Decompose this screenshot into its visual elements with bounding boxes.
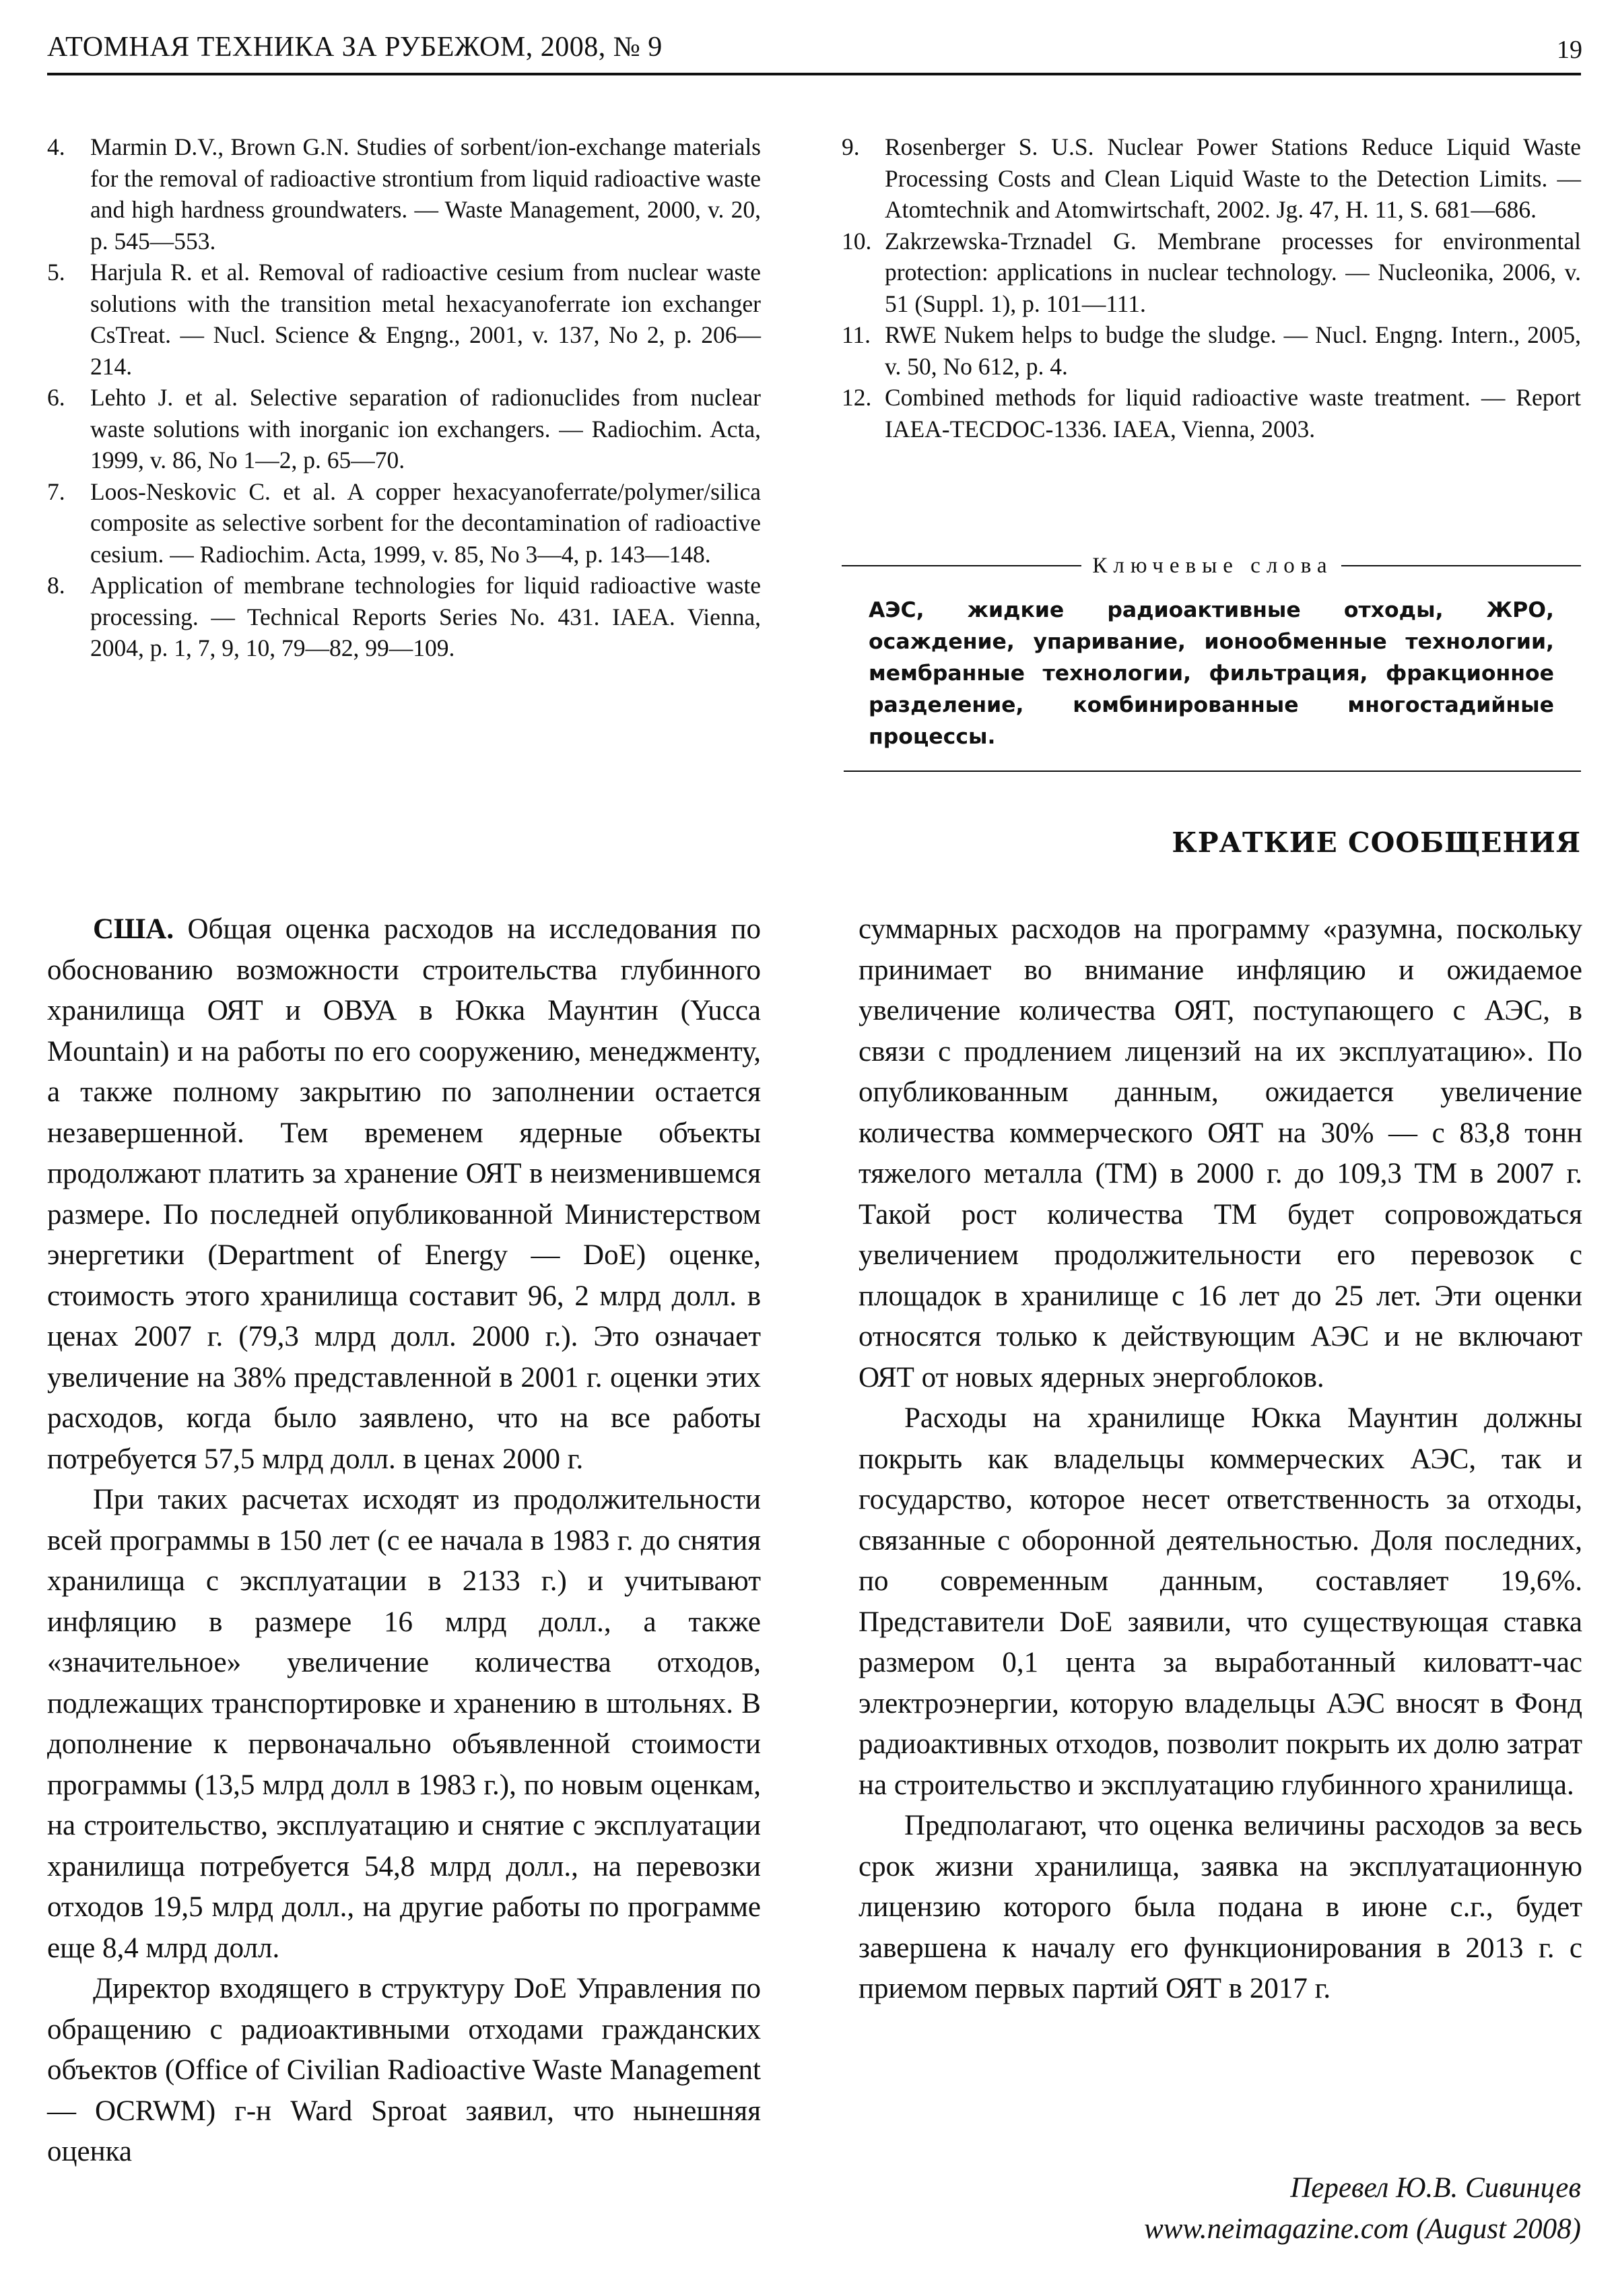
reference-text: Marmin D.V., Brown G.N. Studies of sorbent/ion-exchange materials for the removal of radioactive strontium from liquid radioactive waste and high hardness groundwaters. — Waste Management, 2000, v. 20, p. 545—553. <box>90 133 761 255</box>
running-header <box>47 31 1582 71</box>
keywords-text: АЭС, жидкие радиоактивные отходы, ЖРО, осаждение, упаривание, ионообменные технологии, мембранные технологии, фильтрация, фракционное разделение, комбинированные многостадийные процессы. <box>869 598 1554 749</box>
article-paragraph: суммарных расходов на программу «разумна, поскольку принимает во внимание инфляцию и ожидаемое увеличение количества ОЯТ, поступающего с АЭС, в связи с продлением лицензий на их эксплуатацию». По опубликованным данным, ожидается увеличение количества коммерческого ОЯТ на 30% — с 83,8 тонн тяжелого металла (ТМ) в 2000 г. до 109,3 ТМ в 2007 г. Такой рост количества ТМ будет сопровождаться увеличением продолжительности его перевозок с площадок в хранилище с 16 лет до 25 лет. Эти оценки относятся только к действующим АЭС и не включают ОЯТ от новых ядерных энергоблоков. <box>858 913 1582 1393</box>
reference-number: 4. <box>47 133 65 160</box>
reference-item <box>47 131 761 257</box>
page-number: 19 <box>1557 36 1582 64</box>
reference-text: RWE Nukem helps to budge the sludge. — Nucl. Engng. Intern., 2005, v. 50, No 612, p. 4. <box>885 321 1581 380</box>
article-column-right <box>858 909 1582 2010</box>
article-paragraph: При таких расчетах исходят из продолжительности всей программы в 150 лет (с ее начала в 1983 г. до снятия хранилища с эксплуатации в 2133 г.) и учитывают инфляцию в размере 16 млрд долл., а также «значительное» увеличение количества отходов, подлежащих транспортировке и хранению в штольнях. В дополнение к первоначально объявленной стоимости программы (13,5 млрд долл в 1983 г.), по новым оценкам, на строительство, эксплуатацию и снятие с эксплуатации хранилища потребуется 54,8 млрд долл., на перевозки отходов 19,5 млрд долл., на другие работы по программе еще 8,4 млрд долл. <box>47 1484 761 1964</box>
reference-item <box>842 382 1581 445</box>
reference-list-right <box>842 131 1581 445</box>
reference-number: 9. <box>842 133 860 160</box>
reference-text: Harjula R. et al. Removal of radioactive cesium from nuclear waste solutions with the transition metal hexacyanoferrate ion exchanger CsTreat. — Nucl. Science & Engng., 2001, v. 137, No 2, p. 206—214. <box>90 259 761 380</box>
reference-number: 12. <box>842 384 872 411</box>
reference-text: Lehto J. et al. Selective separation of radionuclides from nuclear waste solutions with inorganic ion exchangers. — Radiochim. Acta, 1999, v. 86, No 1—2, p. 65—70. <box>90 384 761 473</box>
keywords-box <box>842 549 1581 772</box>
reference-item <box>47 382 761 476</box>
keywords-title: Ключевые слова <box>1092 553 1333 578</box>
keywords-rule-left <box>842 565 1081 566</box>
reference-number: 6. <box>47 384 65 411</box>
keywords-rule-right <box>1341 565 1581 566</box>
article-paragraph: Директор входящего в структуру DoE Управления по обращению с радиоактивными отходами гражданских объектов (Office of Civilian Radioactive Waste Management — OCRWM) г-н Ward Sproat заявил, что нынешняя оценка <box>47 1973 761 2167</box>
reference-text: Combined methods for liquid radioactive waste treatment. — Report IAEA-TECDOC-1336. IAEA, Vienna, 2003. <box>885 384 1581 442</box>
reference-text: Zakrzewska-Trznadel G. Membrane processes for environmental protection: applications in nuclear technology. — Nucleonika, 2006, v. 51 (Suppl. 1), p. 101—111. <box>885 227 1581 317</box>
article-paragraph: Расходы на хранилище Юкка Маунтин должны покрыть как владельцы коммерческих АЭС, так и государство, которое несет ответственность за отходы, связанные с оборонной деятельностью. Доля последних, по современным данным, составляет 19,6%. Представители DoE заявили, что существующая ставка размером 0,1 цента за выработанный киловатт-час электроэнергии, которую владельцы АЭС вносят в Фонд радиоактивных отходов, позволит покрыть их долю затрат на строительство и эксплуатацию глубинного хранилища. <box>858 1402 1582 1801</box>
source-credit: www.neimagazine.com (August 2008) <box>1144 2213 1581 2245</box>
header-rule <box>47 73 1581 75</box>
article-paragraph <box>47 909 761 1480</box>
keywords-rule-bottom <box>844 770 1581 772</box>
reference-item <box>842 131 1581 226</box>
reference-number: 7. <box>47 478 65 505</box>
reference-text: Application of membrane technologies for liquid radioactive waste processing. — Technical Reports Series No. 431. IAEA. Vienna, 2004, p. 1, 7, 9, 10, 79—82, 99—109. <box>90 572 761 661</box>
reference-item <box>842 319 1581 382</box>
article-paragraph: Предполагают, что оценка величины расходов за весь срок жизни хранилища, заявка на эксплуатационную лицензию которого была подана в июне с.г., будет завершена к началу его функционирования в 2013 г. с приемом первых партий ОЯТ в 2017 г. <box>858 1810 1582 2004</box>
article-lead: США. <box>93 913 174 945</box>
reference-item <box>47 570 761 664</box>
reference-number: 11. <box>842 321 871 348</box>
reference-number: 5. <box>47 259 65 286</box>
reference-item <box>47 257 761 382</box>
reference-item <box>842 226 1581 320</box>
reference-text: Loos-Neskovic C. et al. A copper hexacyanoferrate/polymer/silica composite as selective sorbent for the decontamination of radioactive cesium. — Radiochim. Acta, 1999, v. 85, No 3—4, p. 143—148. <box>90 478 761 568</box>
reference-text: Rosenberger S. U.S. Nuclear Power Stations Reduce Liquid Waste Processing Costs and Clean Liquid Waste to the Detection Limits. — Atomtechnik and Atomwirtschaft, 2002. Jg. 47, H. 11, S. 681—686. <box>885 133 1581 223</box>
journal-title: АТОМНАЯ ТЕХНИКА ЗА РУБЕЖОМ, 2008, № 9 <box>47 32 663 63</box>
reference-list-left <box>47 131 761 664</box>
section-title: КРАТКИЕ СООБЩЕНИЯ <box>1172 826 1581 859</box>
reference-item <box>47 476 761 570</box>
article-column-left <box>47 909 761 2173</box>
reference-number: 10. <box>842 227 872 255</box>
keywords-heading <box>842 549 1581 583</box>
translator-credit: Перевел Ю.В. Сивинцев <box>1290 2172 1581 2204</box>
article-paragraph-text: Общая оценка расходов на исследования по обоснованию возможности строительства глубинного хранилища ОЯТ и ОВУА в Юкка Маунтин (Yucca Mountain) и на работы по его сооружению, менеджменту, а также полному закрытию по заполнении остается незавершенной. Тем временем ядерные объекты продолжают платить за хранение ОЯТ в неизменившемся размере. По последней опубликованной Министерством энергетики (Department of Energy — DoE) оценке, стоимость этого хранилища составит 96, 2 млрд долл. в ценах 2007 г. (79,3 млрд долл. 2000 г.). Это означает увеличение на 38% представленной в 2001 г. оценки этих расходов, когда было заявлено, что на все работы потребуется 57,5 млрд долл. в ценах 2000 г. <box>47 913 761 1475</box>
reference-number: 8. <box>47 572 65 599</box>
